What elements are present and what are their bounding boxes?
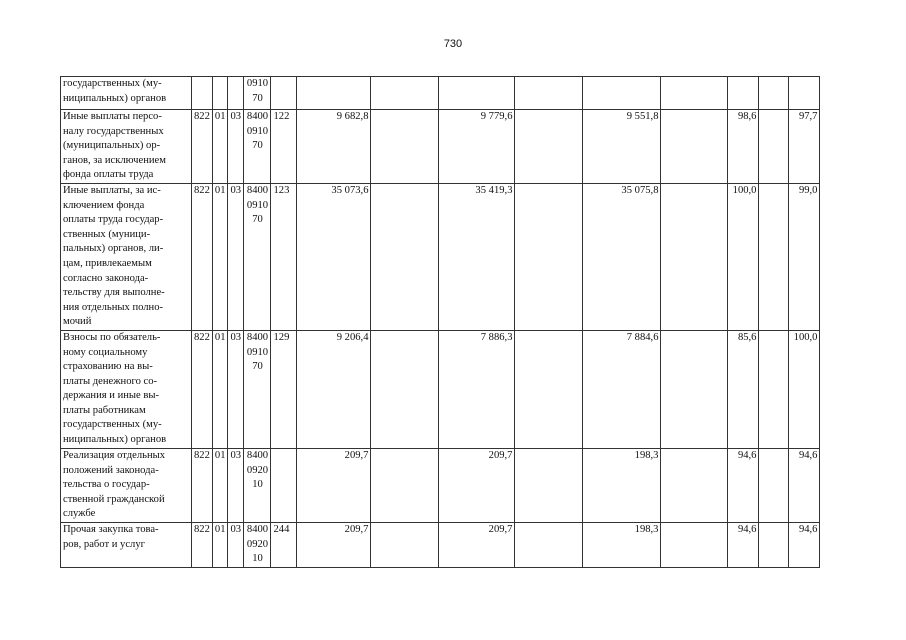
target-article-code: 0910 70 xyxy=(244,77,271,110)
section-code xyxy=(212,77,228,110)
grbs-code: 822 xyxy=(192,183,213,330)
subsection-code xyxy=(228,77,244,110)
amount-revised: 209,7 xyxy=(439,448,515,522)
empty-cell xyxy=(515,77,583,110)
amount-executed: 198,3 xyxy=(583,448,661,522)
empty-cell xyxy=(515,448,583,522)
grbs-code: 822 xyxy=(192,448,213,522)
row-name: Реализация отдельных положений законода- тельства о государ- ственной гражданской службе xyxy=(61,448,192,522)
amount-approved: 9 682,8 xyxy=(297,110,371,184)
subsection-code: 03 xyxy=(228,330,244,448)
empty-cell xyxy=(371,448,439,522)
percent-approved: 94,6 xyxy=(728,448,759,522)
percent-revised: 94,6 xyxy=(789,448,820,522)
amount-approved: 9 206,4 xyxy=(297,330,371,448)
row-name: Взносы по обязатель- ному социальному страхованию на вы- платы денежного со- держания и иные вы- платы работникам государственных (му- ниципальных) органов xyxy=(61,330,192,448)
target-article-code: 8400 0920 10 xyxy=(244,522,271,567)
empty-cell xyxy=(371,77,439,110)
empty-cell xyxy=(371,522,439,567)
empty-cell xyxy=(515,183,583,330)
empty-cell xyxy=(759,448,789,522)
percent-revised: 100,0 xyxy=(789,330,820,448)
table-row xyxy=(61,183,820,330)
section-code: 01 xyxy=(212,330,228,448)
empty-cell xyxy=(515,522,583,567)
subsection-code: 03 xyxy=(228,522,244,567)
row-name: государственных (му- ниципальных) органов xyxy=(61,77,192,110)
section-code: 01 xyxy=(212,183,228,330)
grbs-code: 822 xyxy=(192,110,213,184)
percent-approved: 85,6 xyxy=(728,330,759,448)
grbs-code: 822 xyxy=(192,330,213,448)
amount-approved: 209,7 xyxy=(297,522,371,567)
table-row xyxy=(61,77,820,110)
percent-approved: 100,0 xyxy=(728,183,759,330)
empty-cell xyxy=(759,77,789,110)
empty-cell xyxy=(661,522,728,567)
empty-cell xyxy=(661,77,728,110)
amount-executed: 7 884,6 xyxy=(583,330,661,448)
table-row xyxy=(61,330,820,448)
percent-revised: 94,6 xyxy=(789,522,820,567)
percent-revised xyxy=(789,77,820,110)
amount-revised: 209,7 xyxy=(439,522,515,567)
section-code: 01 xyxy=(212,110,228,184)
percent-approved xyxy=(728,77,759,110)
empty-cell xyxy=(759,183,789,330)
target-article-code: 8400 0910 70 xyxy=(244,183,271,330)
expense-type-code: 129 xyxy=(271,330,297,448)
row-name: Иные выплаты персо- налу государственных (муниципальных) ор- ганов, за исключением фонда оплаты труда xyxy=(61,110,192,184)
table-row xyxy=(61,522,820,567)
target-article-code: 8400 0910 70 xyxy=(244,330,271,448)
table-row xyxy=(61,110,820,184)
amount-revised: 9 779,6 xyxy=(439,110,515,184)
target-article-code: 8400 0920 10 xyxy=(244,448,271,522)
page-number: 730 xyxy=(443,38,463,50)
budget-table xyxy=(60,76,820,568)
amount-revised: 7 886,3 xyxy=(439,330,515,448)
amount-approved xyxy=(297,77,371,110)
amount-executed: 35 075,8 xyxy=(583,183,661,330)
empty-cell xyxy=(661,448,728,522)
percent-approved: 98,6 xyxy=(728,110,759,184)
section-code: 01 xyxy=(212,522,228,567)
expense-type-code: 123 xyxy=(271,183,297,330)
expense-type-code xyxy=(271,448,297,522)
amount-approved: 209,7 xyxy=(297,448,371,522)
empty-cell xyxy=(661,110,728,184)
subsection-code: 03 xyxy=(228,110,244,184)
amount-revised: 35 419,3 xyxy=(439,183,515,330)
amount-executed: 9 551,8 xyxy=(583,110,661,184)
expense-type-code xyxy=(271,77,297,110)
empty-cell xyxy=(661,183,728,330)
empty-cell xyxy=(515,330,583,448)
section-code: 01 xyxy=(212,448,228,522)
subsection-code: 03 xyxy=(228,448,244,522)
empty-cell xyxy=(371,183,439,330)
empty-cell xyxy=(759,522,789,567)
expense-type-code: 244 xyxy=(271,522,297,567)
percent-revised: 97,7 xyxy=(789,110,820,184)
empty-cell xyxy=(371,110,439,184)
empty-cell xyxy=(515,110,583,184)
subsection-code: 03 xyxy=(228,183,244,330)
percent-approved: 94,6 xyxy=(728,522,759,567)
empty-cell xyxy=(759,110,789,184)
target-article-code: 8400 0910 70 xyxy=(244,110,271,184)
percent-revised: 99,0 xyxy=(789,183,820,330)
empty-cell xyxy=(759,330,789,448)
amount-executed xyxy=(583,77,661,110)
amount-approved: 35 073,6 xyxy=(297,183,371,330)
amount-executed: 198,3 xyxy=(583,522,661,567)
table-row xyxy=(61,448,820,522)
row-name: Прочая закупка това- ров, работ и услуг xyxy=(61,522,192,567)
empty-cell xyxy=(661,330,728,448)
empty-cell xyxy=(371,330,439,448)
row-name: Иные выплаты, за ис- ключением фонда оплаты труда государ- ственных (муници- пальных) органов, ли- цам, привлекаемым согласно законода- тельству для выполне- ния отдельных полно- мочий xyxy=(61,183,192,330)
grbs-code xyxy=(192,77,213,110)
expense-type-code: 122 xyxy=(271,110,297,184)
grbs-code: 822 xyxy=(192,522,213,567)
amount-revised xyxy=(439,77,515,110)
